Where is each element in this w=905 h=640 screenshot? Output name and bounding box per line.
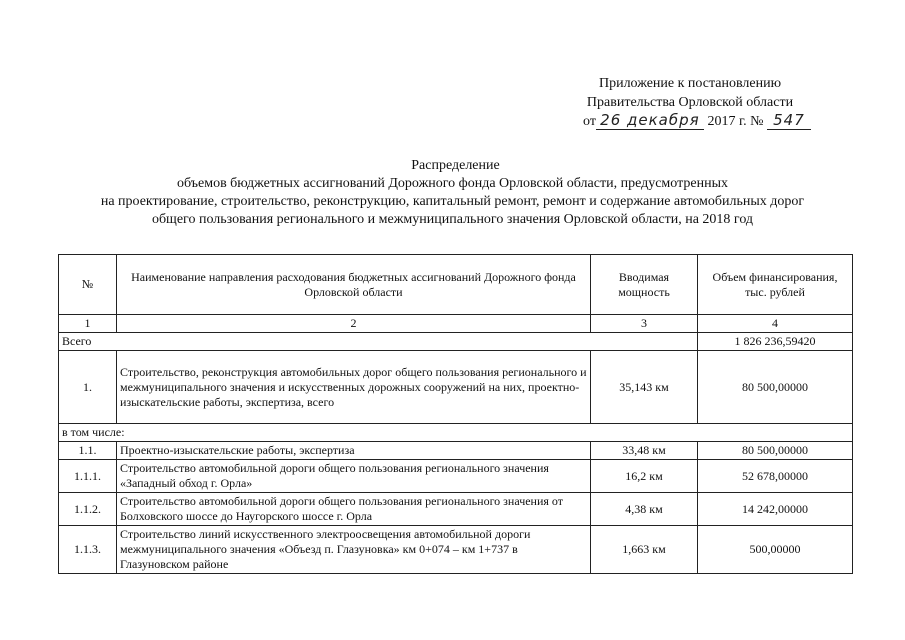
row-volume: 500,00000 <box>698 526 853 574</box>
document-title <box>0 157 905 229</box>
index-cell: 1 <box>59 315 117 333</box>
index-cell: 4 <box>698 315 853 333</box>
row-name: Строительство автомобильной дороги общего пользования регионального значения «Западный обход г. Орла» <box>117 460 591 493</box>
including-row <box>59 424 853 442</box>
appendix-date-line <box>520 112 860 131</box>
header-name: Наименование направления расходования бюджетных ассигнований Дорожного фонда Орловской области <box>117 255 591 315</box>
row-num: 1.1.1. <box>59 460 117 493</box>
table-row <box>59 442 853 460</box>
header-capacity: Вводимая мощность <box>591 255 698 315</box>
handwritten-number: 547 <box>767 113 811 130</box>
row-capacity: 16,2 км <box>591 460 698 493</box>
header-volume: Объем финансирования, тыс. рублей <box>698 255 853 315</box>
appendix-year: 2017 г. № <box>707 114 764 129</box>
row-volume: 80 500,00000 <box>698 442 853 460</box>
row-num: 1.1.3. <box>59 526 117 574</box>
header-num: № <box>59 255 117 315</box>
including-label: в том числе: <box>59 424 853 442</box>
row-volume: 80 500,00000 <box>698 351 853 424</box>
row-capacity: 35,143 км <box>591 351 698 424</box>
column-index-row <box>59 315 853 333</box>
table-header-row <box>59 255 853 315</box>
row-name: Строительство линий искусственного электроосвещения автомобильной дороги межмуниципального значения «Объезд п. Глазуновка» км 0+074 – км 1+737 в Глазуновском районе <box>117 526 591 574</box>
title-line-4: общего пользования регионального и межмуниципального значения Орловской области, на 2018 год <box>151 212 754 227</box>
table-row <box>59 493 853 526</box>
handwritten-date: 26 декабря <box>596 113 704 130</box>
index-cell: 3 <box>591 315 698 333</box>
appendix-line-1: Приложение к постановлению <box>598 76 782 91</box>
total-label: Всего <box>59 333 698 351</box>
index-cell: 2 <box>117 315 591 333</box>
row-name: Строительство автомобильной дороги общего пользования регионального значения от Болховского шоссе до Наугорского шоссе г. Орла <box>117 493 591 526</box>
row-capacity: 4,38 км <box>591 493 698 526</box>
total-row <box>59 333 853 351</box>
row-num: 1.1.2. <box>59 493 117 526</box>
row-name: Строительство, реконструкция автомобильных дорог общего пользования регионального и межмуниципального значения и искусственных дорожных сооружений на них, проектно-изыскательские работы, экспертиза, всего <box>117 351 591 424</box>
row-num: 1. <box>59 351 117 424</box>
row-volume: 14 242,00000 <box>698 493 853 526</box>
row-capacity: 33,48 км <box>591 442 698 460</box>
row-volume: 52 678,00000 <box>698 460 853 493</box>
appendix-block <box>520 74 860 131</box>
appendix-prefix: от <box>583 114 596 129</box>
table-row <box>59 526 853 574</box>
row-num: 1.1. <box>59 442 117 460</box>
appendix-line-2: Правительства Орловской области <box>586 95 794 110</box>
row-capacity: 1,663 км <box>591 526 698 574</box>
table-row <box>59 460 853 493</box>
budget-table <box>58 254 853 574</box>
title-line-3: на проектирование, строительство, реконструкцию, капитальный ремонт, ремонт и содержание автомобильных дорог <box>100 194 805 209</box>
title-line-1: Распределение <box>411 158 500 173</box>
title-line-2: объемов бюджетных ассигнований Дорожного фонда Орловской области, предусмотренных <box>176 176 729 191</box>
total-value: 1 826 236,59420 <box>698 333 853 351</box>
table-row <box>59 351 853 424</box>
row-name: Проектно-изыскательские работы, экспертиза <box>117 442 591 460</box>
